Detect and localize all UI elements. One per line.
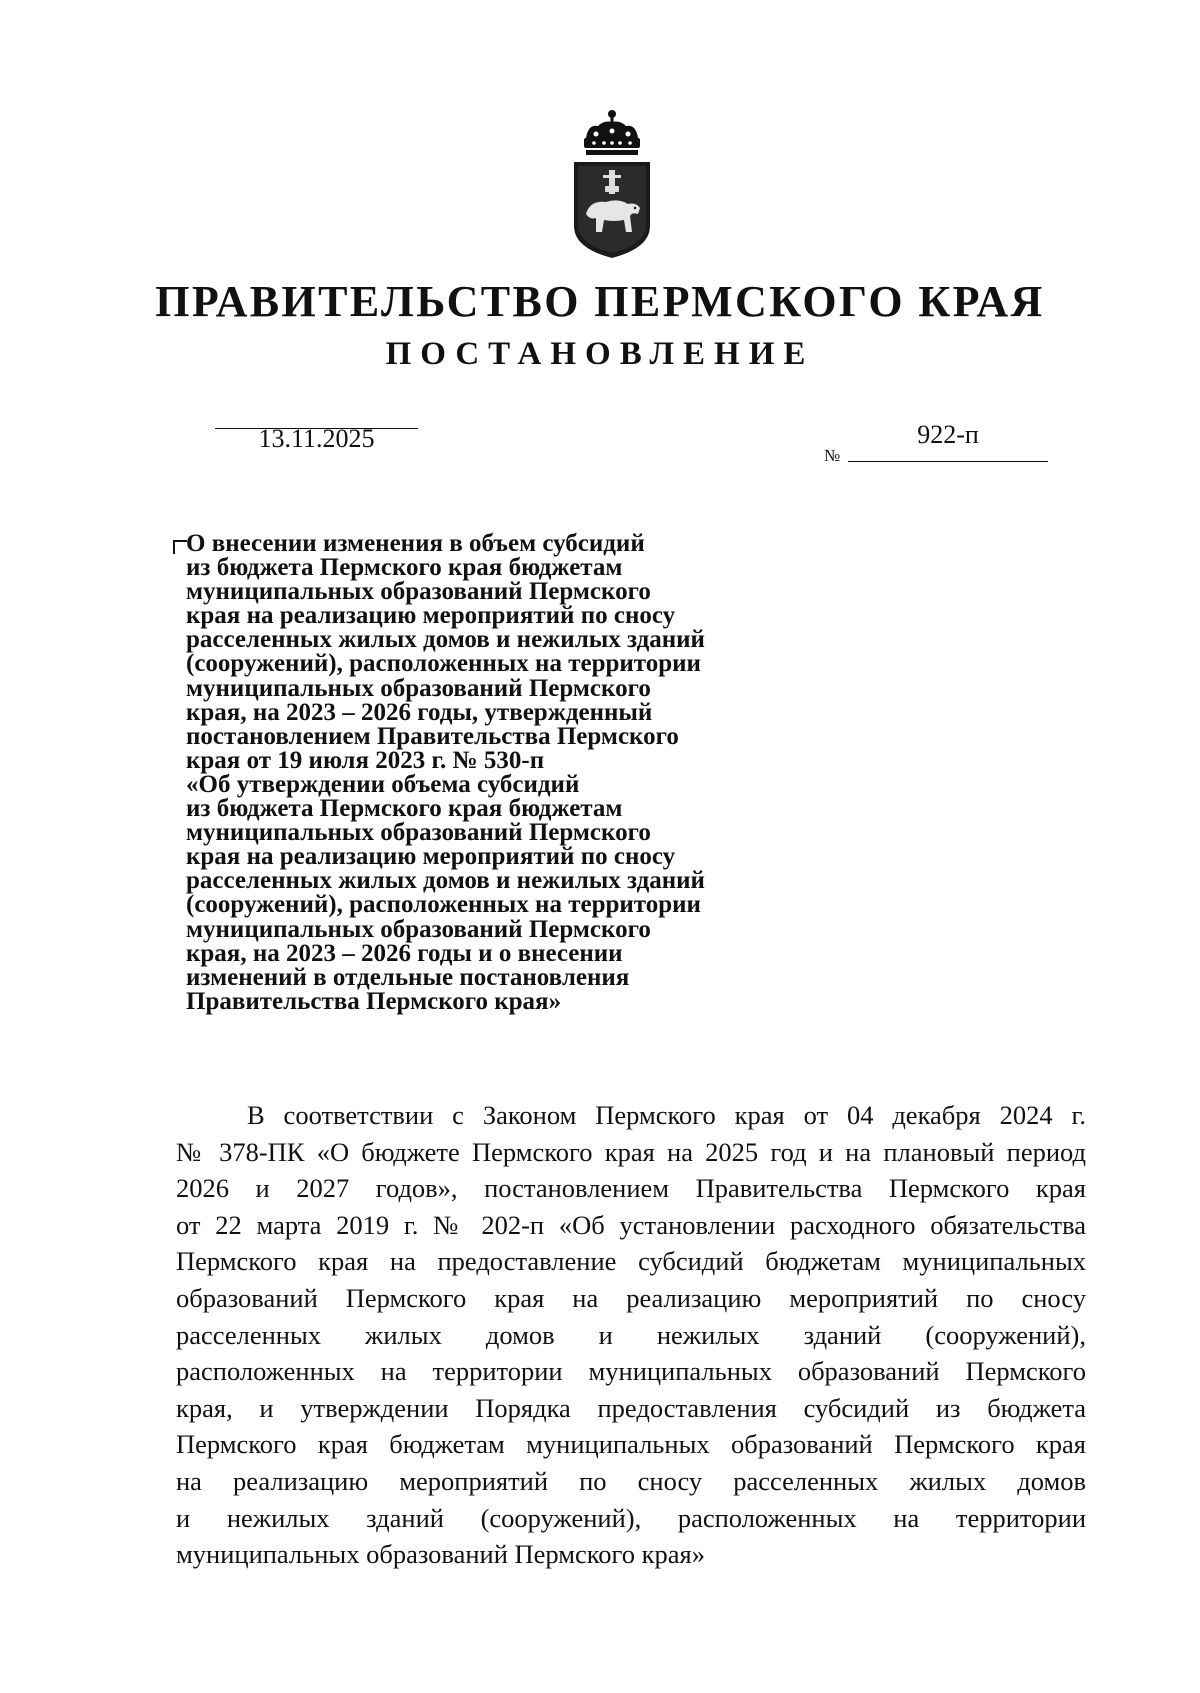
number-sign: № — [824, 446, 841, 465]
body-line: № 378-ПК «О бюджете Пермского края на 2025 год и на плановый период — [176, 1136, 1086, 1167]
body-line: 2026 и 2027 годов», постановлением Правительства Пермского края — [176, 1173, 1086, 1204]
subject-line: муниципальных образований Пермского — [186, 674, 651, 702]
body-line: и нежилых зданий (сооружений), расположенных на территории — [176, 1502, 1086, 1533]
subject-line: края, на 2023 – 2026 годы и о внесении — [186, 939, 623, 967]
subject-line: из бюджета Пермского края бюджетам — [186, 795, 623, 823]
subject-line: постановлением Правительства Пермского — [186, 722, 679, 750]
subject-line: изменений в отдельные постановления — [186, 963, 630, 991]
body-line: Пермского края на предоставление субсидий бюджетам муниципальных — [176, 1246, 1086, 1277]
subject-line: Правительства Пермского края» — [186, 987, 562, 1015]
subject-line: муниципальных образований Пермского — [186, 915, 651, 943]
subject-line: из бюджета Пермского края бюджетам — [186, 554, 623, 582]
body-line: образований Пермского края на реализацию мероприятий по сносу — [176, 1282, 1086, 1313]
body-line: от 22 марта 2019 г. № 202-п «Об установлении расходного обязательства — [176, 1209, 1086, 1240]
subject-line: О внесении изменения в объем субсидий — [186, 530, 645, 557]
coat-of-arms-icon — [566, 108, 658, 260]
number-underline — [848, 461, 1048, 462]
subject-line: расселенных жилых домов и нежилых зданий — [186, 867, 705, 895]
body-line: расселенных жилых домов и нежилых зданий (сооружений), — [176, 1319, 1086, 1350]
document-number: 922-п — [917, 420, 979, 449]
subject-line: «Об утверждении объема субсидий — [186, 770, 580, 798]
document-subject — [186, 532, 806, 1014]
organization-title: ПРАВИТЕЛЬСТВО ПЕРМСКОГО КРАЯ — [155, 277, 1045, 326]
body-paragraph — [176, 1097, 1086, 1573]
body-line: расположенных на территории муниципальных образований Пермского — [176, 1356, 1086, 1387]
body-line: Пермского края бюджетам муниципальных образований Пермского края — [176, 1429, 1086, 1460]
subject-line: края на реализацию мероприятий по сносу — [186, 843, 676, 871]
body-line: на реализацию мероприятий по сносу расселенных жилых домов — [176, 1465, 1086, 1496]
subject-line: края, на 2023 – 2026 годы, утвержденный — [186, 698, 653, 726]
subject-line: расселенных жилых домов и нежилых зданий — [186, 626, 705, 654]
body-line: муниципальных образований Пермского края» — [176, 1539, 705, 1570]
body-line: В соответствии с Законом Пермского края от 04 декабря 2024 г. — [247, 1100, 1086, 1130]
subject-corner-mark — [173, 540, 187, 554]
document-date: 13.11.2025 — [258, 424, 375, 453]
subject-line: (сооружений), расположенных на территории — [186, 650, 701, 678]
document-type-title: ПОСТАНОВЛЕНИЕ — [385, 336, 815, 372]
body-line: края, и утверждении Порядка предоставления субсидий из бюджета — [176, 1392, 1086, 1423]
subject-line: муниципальных образований Пермского — [186, 819, 651, 847]
subject-line: края от 19 июля 2023 г. № 530-п — [186, 746, 545, 774]
subject-line: муниципальных образований Пермского — [186, 578, 651, 606]
subject-line: края на реализацию мероприятий по сносу — [186, 602, 676, 630]
subject-line: (сооружений), расположенных на территории — [186, 891, 701, 919]
